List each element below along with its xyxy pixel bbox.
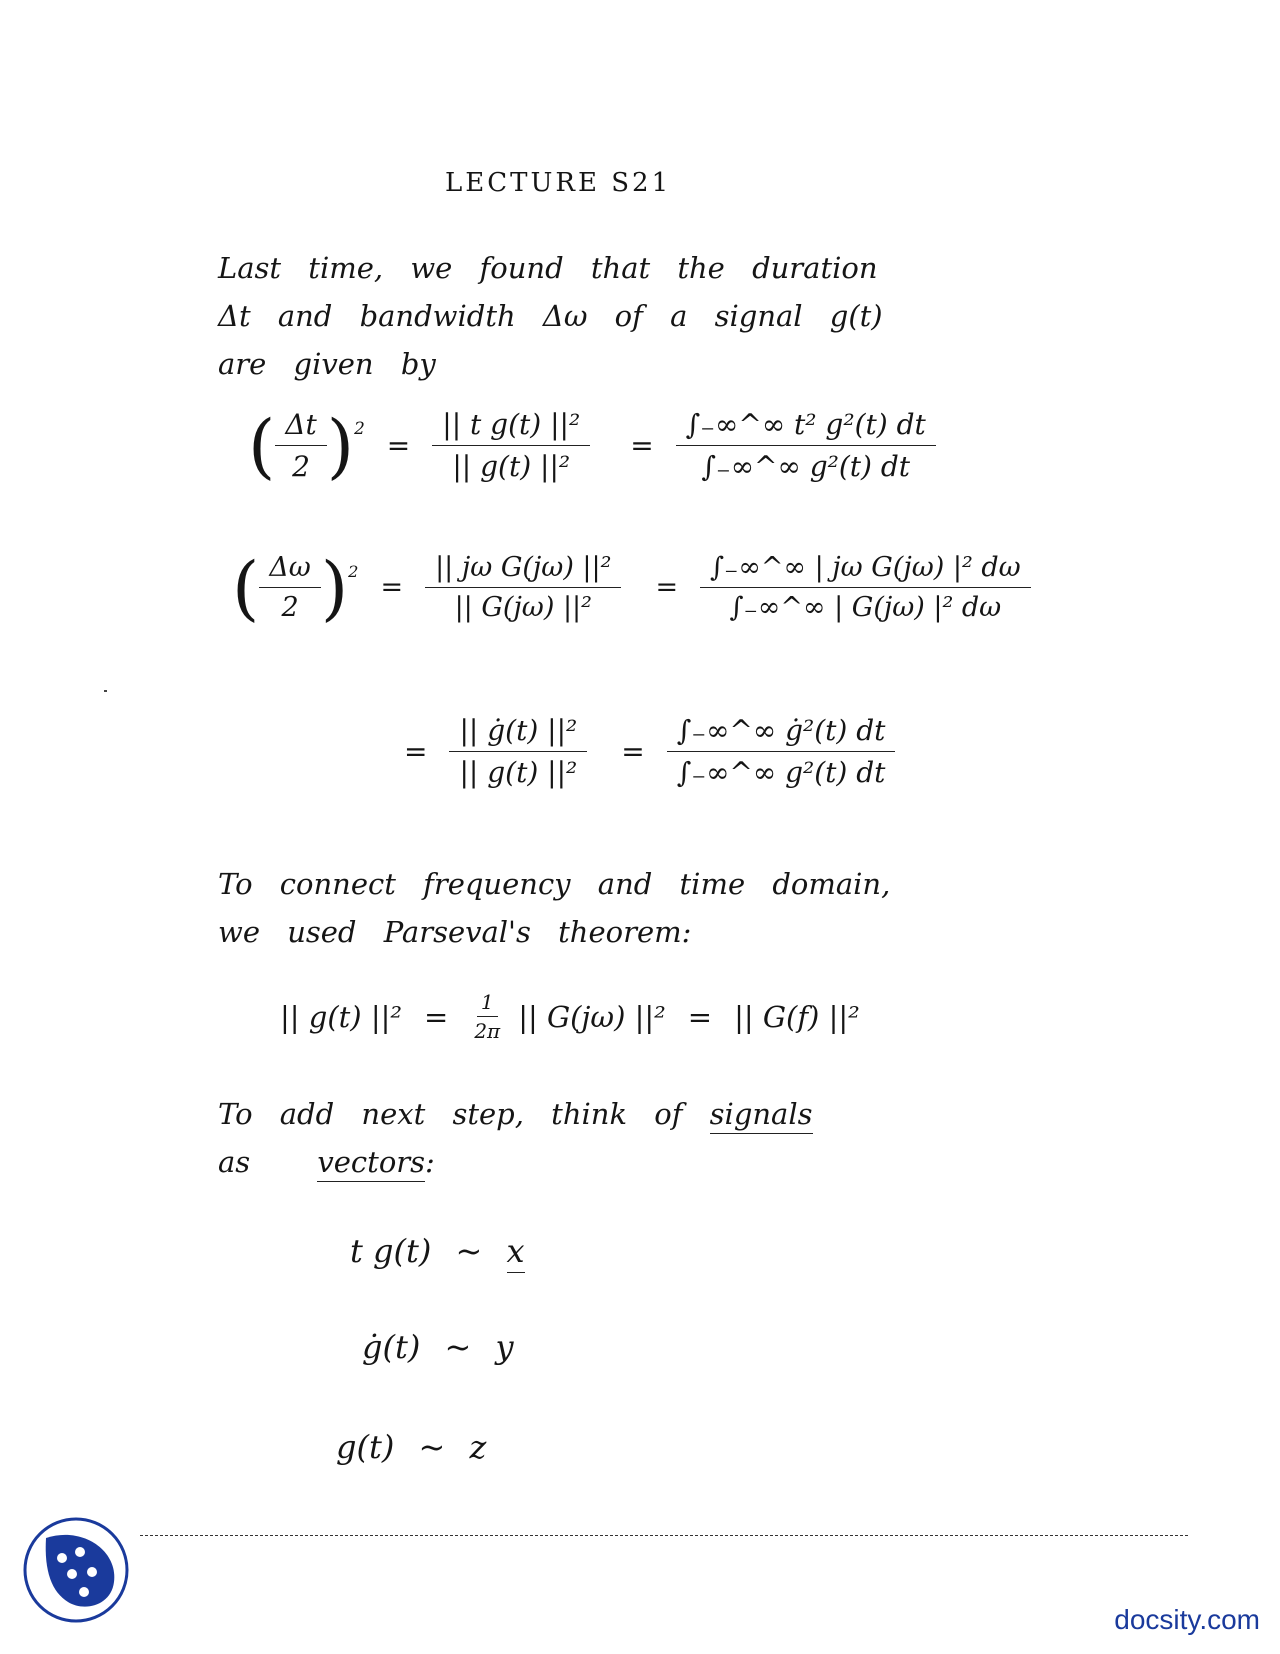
signals-underlined: signals — [710, 1097, 813, 1134]
bandwidth-integral-fraction: $\frac{\text{∫₋∞\textasciicircum{}∞ | jω G(jω) |² dω}}{\text{∫₋∞\textasciicircum{}∞ | G(jω) |² dω}}$ — [700, 552, 1031, 623]
next-step-line-2: as vectors: — [218, 1138, 813, 1186]
derivative-equation: = $\frac{\text{|| ġ(t) ||²}}{\text{|| g(t) ||²}}$ = $\frac{\text{∫₋∞\textasciicircum{}∞ ġ²(t) dt}}{\text{∫₋∞\textasciicircum{}∞ g²(t) dt}}$ — [404, 714, 895, 789]
footer-divider — [140, 1535, 1188, 1536]
duration-norm-fraction: $\frac{\text{|| t g(t) ||²}}{\text{|| g(t) ||²}}$ — [432, 408, 590, 483]
parseval-coefficient: $\frac{1}{2\pi}$ — [474, 990, 501, 1043]
duration-lhs-fraction: $\frac{\Delta t}{2}$ — [275, 408, 326, 483]
connect-paragraph — [218, 860, 890, 956]
derivative-integral-fraction: $\frac{\text{∫₋∞\textasciicircum{}∞ ġ²(t) dt}}{\text{∫₋∞\textasciicircum{}∞ g²(t) dt}}$ — [667, 714, 896, 789]
docsity-logo-icon — [22, 1516, 130, 1624]
mapping-y: ġ(t) ~ y — [362, 1328, 514, 1366]
connect-line-2: we used Parseval's theorem: — [218, 915, 692, 949]
intro-line-1: Last time, we found that the duration — [218, 251, 878, 285]
duration-equation: ( $\frac{\Delta t}{2}$ ) 2 = $\frac{\text{|| t g(t) ||²}}{\text{|| g(t) ||²}}$ = $\frac{\text{∫₋∞\textasciicircum{}∞ t² g²(t) dt}}{\text{∫₋∞\textasciicircum{}∞ g²(t) dt}}$ — [248, 408, 936, 483]
bandwidth-norm-fraction: $\frac{\text{|| jω G(jω) ||²}}{\text{|| G(jω) ||²}}$ — [425, 552, 621, 623]
parseval-mid: || G(jω) ||² — [518, 999, 666, 1034]
lecture-title: LECTURE S21 — [445, 168, 672, 198]
intro-line-3: are given by — [218, 347, 436, 381]
stray-mark — [104, 690, 107, 692]
intro-line-2: Δt and bandwidth Δω of a signal g(t) — [218, 299, 883, 333]
bandwidth-lhs-fraction: $\frac{\Delta\omega}{2}$ — [259, 552, 321, 623]
derivative-norm-fraction: $\frac{\text{|| ġ(t) ||²}}{\text{|| g(t) ||²}}$ — [449, 714, 587, 789]
connect-line-1: To connect frequency and time domain, — [218, 867, 891, 901]
parseval-equation: || g(t) ||² = $\frac{1}{2\pi}$ || G(jω) ||² = || G(f) ||² — [280, 990, 860, 1043]
docsity-brand[interactable]: docsity.com — [1114, 1604, 1260, 1635]
next-step-paragraph — [218, 1090, 813, 1186]
bandwidth-equation: ( $\frac{\Delta\omega}{2}$ ) 2 = $\frac{\text{|| jω G(jω) ||²}}{\text{|| G(jω) ||²}}$ = $\frac{\text{∫₋∞\textasciicircum{}∞ | jω G(jω) |² dω}}{\text{∫₋∞\textasciicircum{}∞ | G(jω) |² dω}}$ — [232, 552, 1031, 623]
mapping-x: t g(t) ~ x — [350, 1232, 525, 1270]
vectors-underlined: vectors — [317, 1145, 425, 1182]
parseval-lhs: || g(t) ||² — [280, 999, 402, 1034]
next-step-line-1: To add next step, think of signals — [218, 1090, 813, 1138]
intro-paragraph — [218, 244, 883, 388]
duration-integral-fraction: $\frac{\text{∫₋∞\textasciicircum{}∞ t² g²(t) dt}}{\text{∫₋∞\textasciicircum{}∞ g²(t) dt}}$ — [676, 408, 936, 483]
mapping-z: g(t) ~ z — [336, 1428, 487, 1466]
parseval-rhs: || G(f) ||² — [734, 999, 860, 1034]
